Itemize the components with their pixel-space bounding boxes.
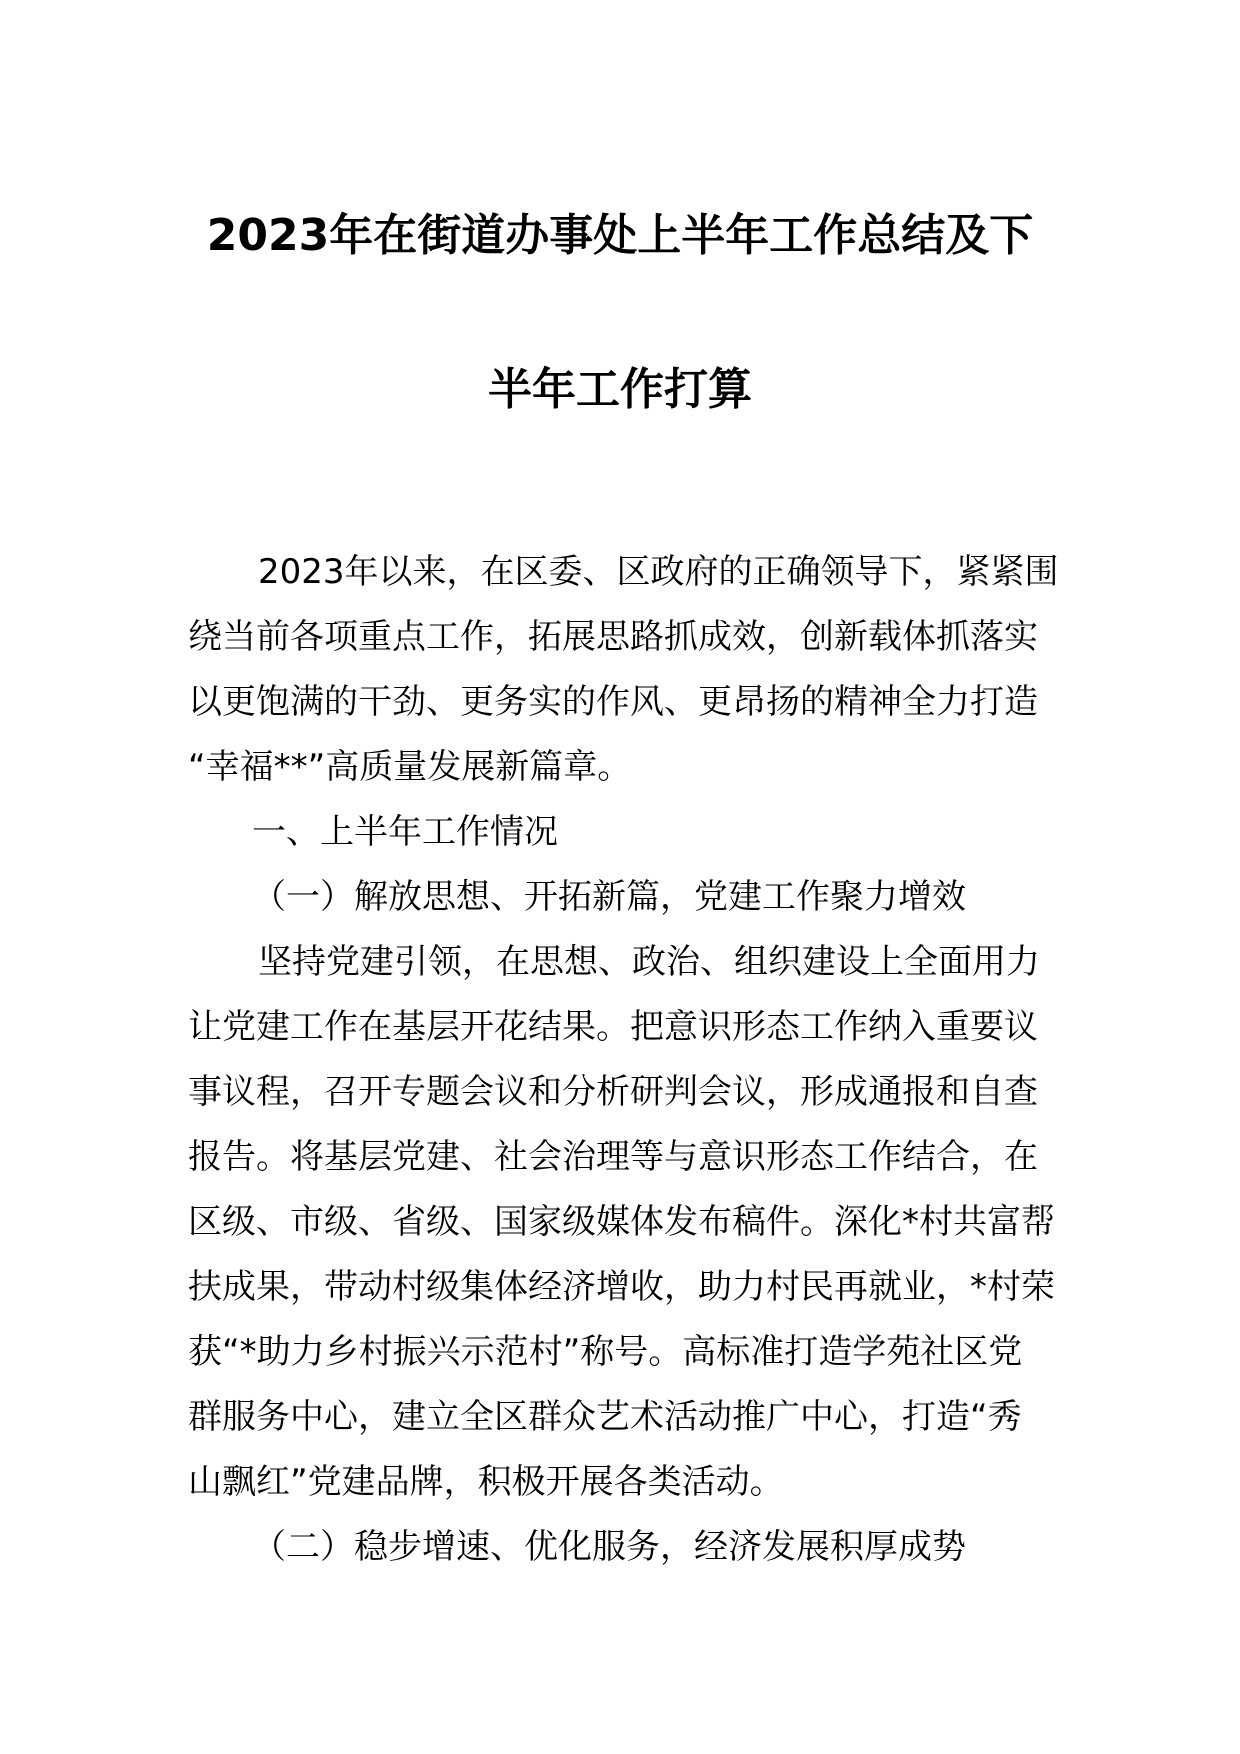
document-title-line-2: 半年工作打算 [488, 364, 752, 415]
paragraph-line: 事议程，召开专题会议和分析研判会议，形成通报和自查 [188, 1072, 1038, 1112]
paragraph-line: 让党建工作在基层开花结果。把意识形态工作纳入重要议 [188, 1007, 1038, 1047]
paragraph-line: “幸福**”高质量发展新篇章。 [188, 747, 632, 787]
section-heading: 一、上半年工作情况 [252, 812, 558, 852]
paragraph-line: 获“*助力乡村振兴示范村”称号。高标准打造学苑社区党 [188, 1332, 1023, 1372]
paragraph-line: 报告。将基层党建、社会治理等与意识形态工作结合，在 [188, 1137, 1038, 1177]
document-body [188, 540, 1059, 1580]
paragraph-line: 区级、市级、省级、国家级媒体发布稿件。深化*村共富帮 [188, 1202, 1055, 1242]
document-title-line-1: 2023年在街道办事处上半年工作总结及下 [206, 210, 1034, 261]
subsection-heading: （一）解放思想、开拓新篇，党建工作聚力增效 [252, 877, 966, 917]
paragraph-line: 绕当前各项重点工作，拓展思路抓成效，创新载体抓落实 [188, 617, 1038, 657]
paragraph-line: 2023年以来，在区委、区政府的正确领导下，紧紧围 [258, 552, 1059, 592]
paragraph-line: 群服务中心，建立全区群众艺术活动推广中心，打造“秀 [188, 1397, 1022, 1437]
paragraph-line: 扶成果，带动村级集体经济增收，助力村民再就业，*村荣 [188, 1267, 1055, 1307]
paragraph-line: 山飘红”党建品牌，积极开展各类活动。 [188, 1462, 784, 1502]
paragraph-line: 以更饱满的干劲、更务实的作风、更昂扬的精神全力打造 [188, 682, 1038, 722]
paragraph-line: 坚持党建引领，在思想、政治、组织建设上全面用力 [258, 942, 1040, 982]
subsection-heading: （二）稳步增速、优化服务，经济发展积厚成势 [252, 1527, 966, 1567]
